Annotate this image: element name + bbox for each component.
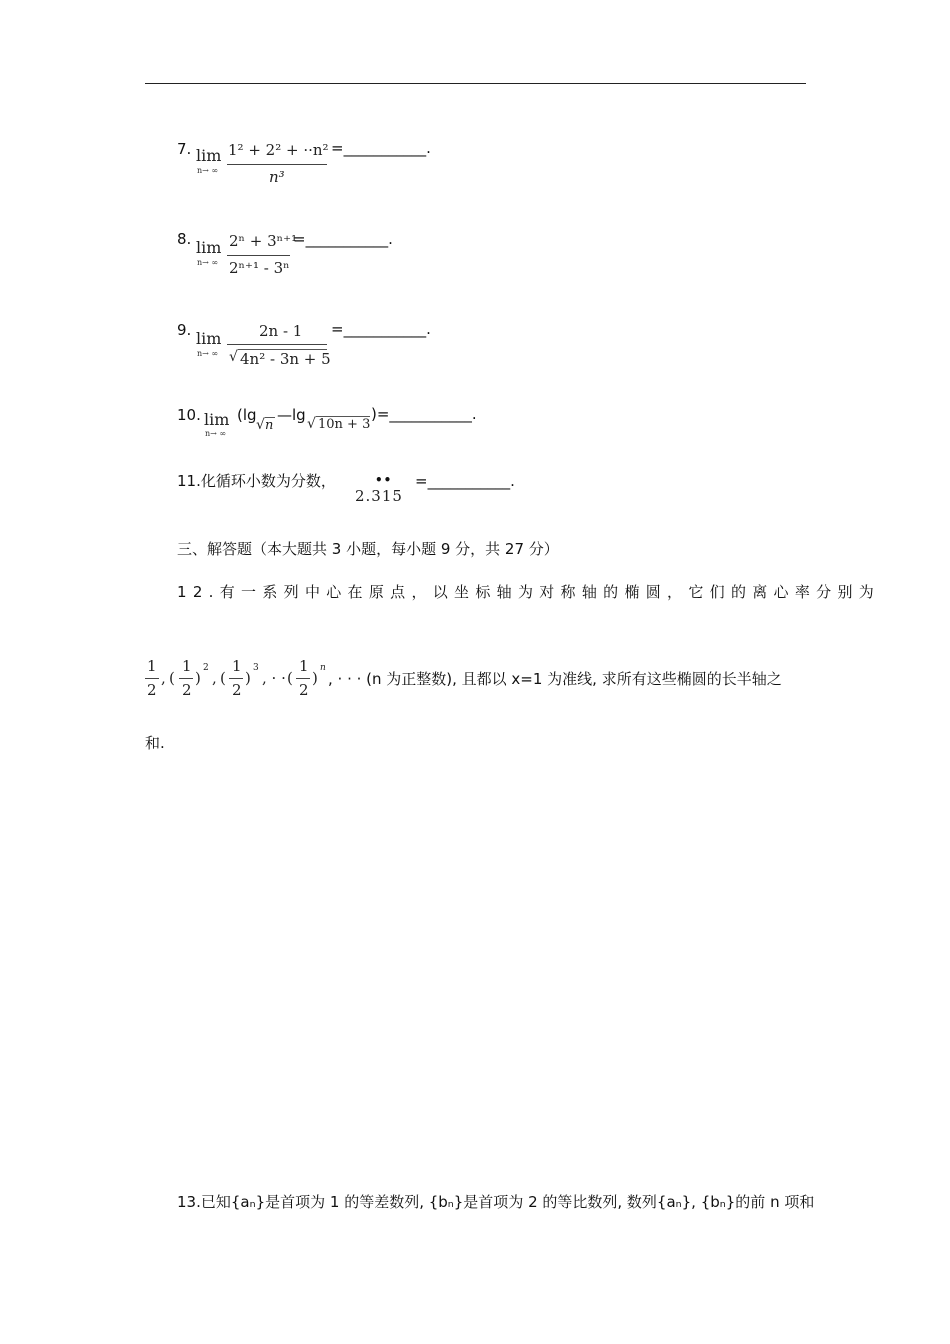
frac-bar <box>179 678 193 679</box>
limit-operator: lim <box>196 329 222 348</box>
fraction-denominator: 2ⁿ⁺¹ - 3ⁿ <box>229 259 290 277</box>
fraction-denominator: n³ <box>269 168 285 186</box>
log-minus: —lg <box>277 406 306 424</box>
answer-blank: =___________. <box>331 320 431 338</box>
frac-numerator: 1 <box>147 657 157 675</box>
radicand: n <box>265 418 274 433</box>
comma: , <box>212 669 217 687</box>
question-text-line3: 和. <box>145 734 165 752</box>
radical-sign: √ <box>229 349 238 365</box>
radical-sign: √ <box>307 416 316 432</box>
limit-subscript: n→ ∞ <box>197 258 219 267</box>
answer-blank: =___________. <box>331 139 431 157</box>
fraction-numerator: 2n - 1 <box>259 322 303 340</box>
limit-operator: lim <box>204 410 230 429</box>
log-open: (lg <box>237 406 257 424</box>
frac-numerator: 1 <box>182 657 192 675</box>
answer-blank: =___________. <box>415 472 515 490</box>
question-text-line2: , · · · (n 为正整数), 且都以 x=1 为准线, 求所有这些椭圆的长半轴之 <box>328 670 782 688</box>
paren-close: ) <box>312 669 318 687</box>
frac-numerator: 1 <box>232 657 242 675</box>
question-number: 8. <box>177 230 192 248</box>
fraction-numerator: 2ⁿ + 3ⁿ⁺¹ <box>229 232 298 250</box>
question-number: 7. <box>177 140 192 158</box>
repeating-decimal: 2.315 <box>355 487 403 505</box>
fraction-numerator: 1² + 2² + ··n² <box>228 141 329 159</box>
question-number: 10. <box>177 406 201 424</box>
comma: , <box>161 669 166 687</box>
frac-numerator: 1 <box>299 657 309 675</box>
frac-denominator: 2 <box>182 681 192 699</box>
frac-denominator: 2 <box>147 681 157 699</box>
frac-denominator: 2 <box>299 681 309 699</box>
fraction-bar <box>227 255 290 256</box>
paren-open: ( <box>169 669 175 687</box>
exponent: n <box>320 663 326 673</box>
limit-subscript: n→ ∞ <box>205 429 227 438</box>
radical-sign: √ <box>256 417 265 433</box>
limit-operator: lim <box>196 146 222 165</box>
fraction-denominator: 4n² - 3n + 5 <box>240 350 331 368</box>
header-rule <box>145 83 806 84</box>
frac-bar <box>145 678 159 679</box>
exponent: 2 <box>203 663 209 673</box>
paren-open: ( <box>287 669 293 687</box>
ellipsis: , · · <box>262 669 286 687</box>
frac-bar <box>229 678 243 679</box>
fraction-bar <box>227 164 327 165</box>
fraction-bar <box>227 344 327 345</box>
paren-open: ( <box>220 669 226 687</box>
exponent: 3 <box>253 663 259 673</box>
answer-blank: )=___________. <box>371 405 477 423</box>
frac-denominator: 2 <box>232 681 242 699</box>
paren-close: ) <box>245 669 251 687</box>
frac-bar <box>296 678 310 679</box>
answer-blank: =___________. <box>293 230 393 248</box>
repeating-dots: •• <box>375 473 393 487</box>
question-number: 9. <box>177 321 192 339</box>
paren-close: ) <box>195 669 201 687</box>
limit-subscript: n→ ∞ <box>197 166 219 175</box>
question-13-text: 13.已知{aₙ}是首项为 1 的等差数列, {bₙ}是首项为 2 的等比数列, 数列{aₙ}, {bₙ}的前 n 项和 <box>177 1193 815 1211</box>
question-text: 11.化循环小数为分数， <box>177 472 336 490</box>
limit-subscript: n→ ∞ <box>197 349 219 358</box>
section-heading: 三、解答题（本大题共 3 小题，每小题 9 分，共 27 分） <box>177 540 559 558</box>
question-text-line1: 12.有一系列中心在原点，以坐标轴为对称轴的椭圆，它们的离心率分别为 <box>177 583 881 601</box>
limit-operator: lim <box>196 238 222 257</box>
radicand: 10n + 3 <box>318 417 371 432</box>
